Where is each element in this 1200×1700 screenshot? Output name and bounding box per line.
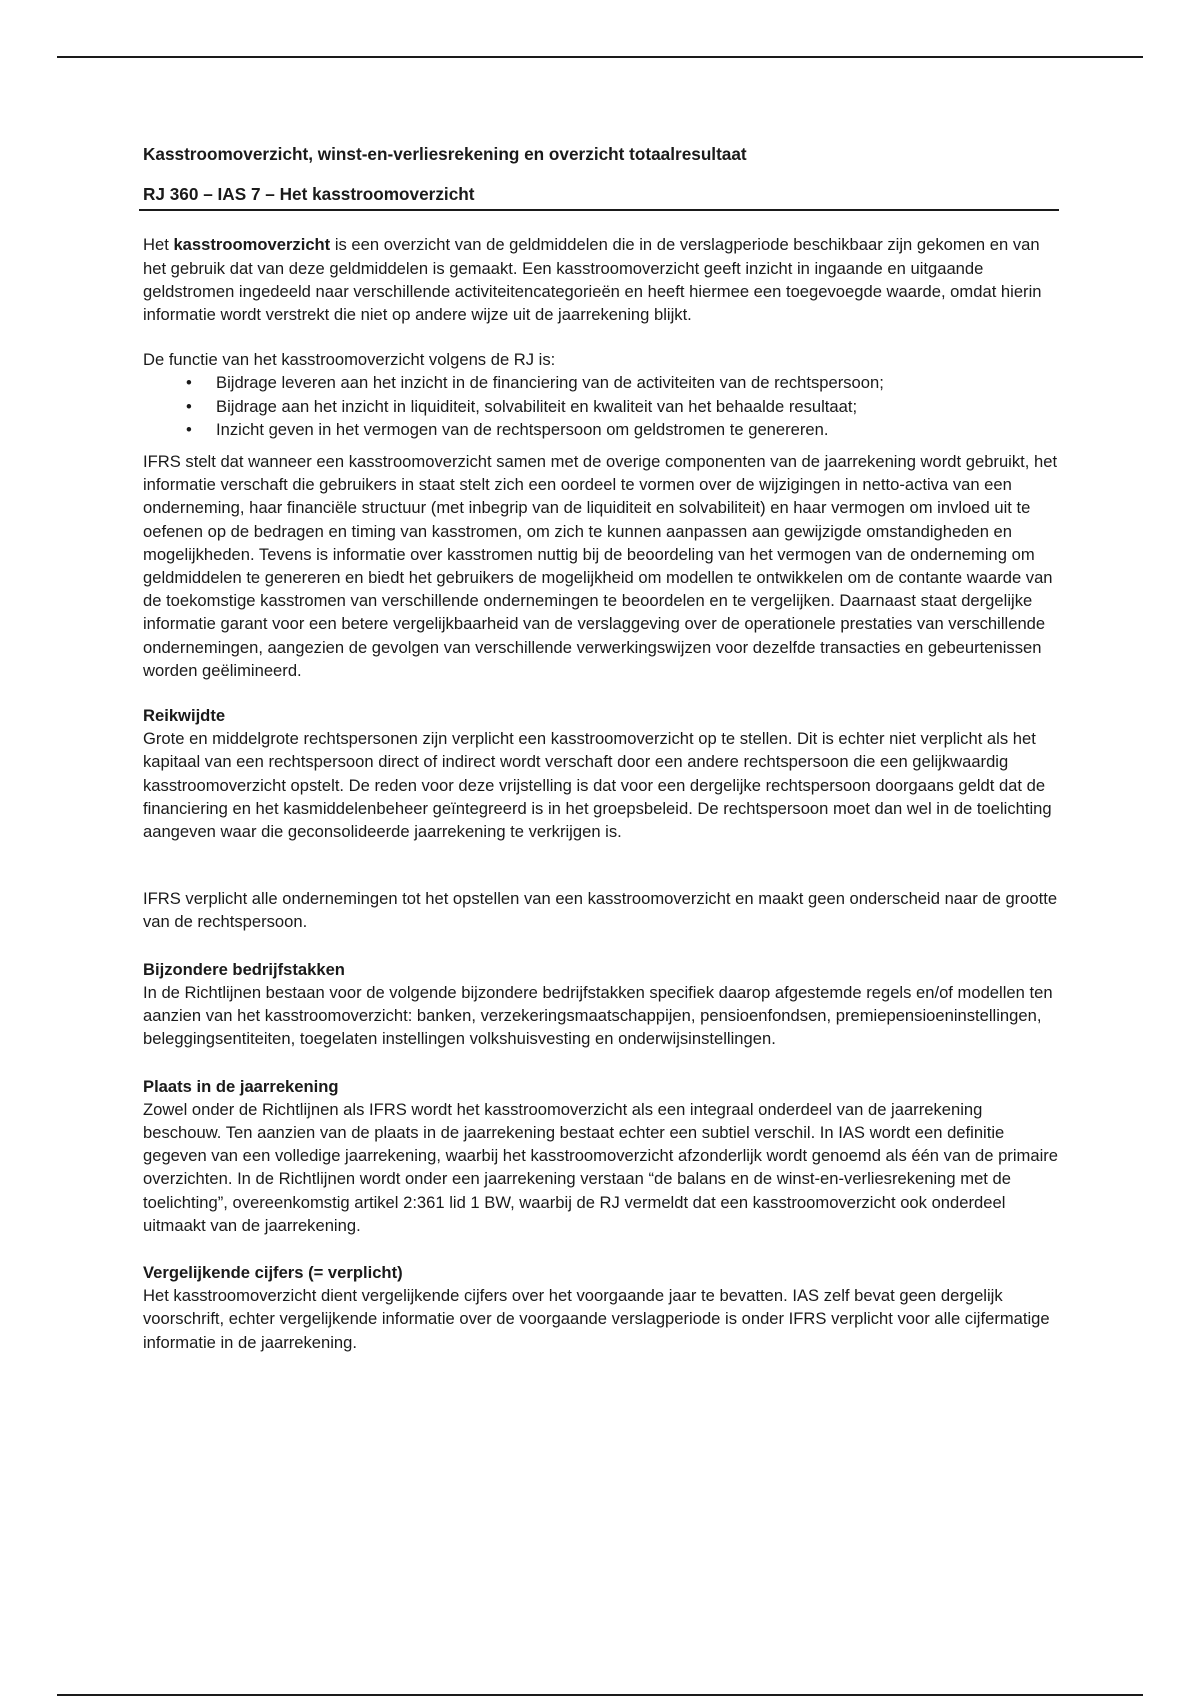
bullet-text: Inzicht geven in het vermogen van de rechtspersoon om geldstromen te genereren. (216, 419, 829, 439)
plaats-section (143, 1075, 1063, 1237)
reikwijdte-ifrs-text: IFRS verplicht alle ondernemingen tot het opstellen van een kasstroomoverzicht en maakt geen onderscheid naar de grootte van de rechtspersoon. (143, 889, 1058, 932)
bijzondere-heading: Bijzondere bedrijfstakken (143, 959, 345, 979)
bullet-icon: • (186, 419, 192, 439)
document-title: Kasstroomoverzicht, winst-en-verliesrekening en overzicht totaalresultaat (143, 144, 747, 164)
bullet-text: Bijdrage leveren aan het inzicht in de financiering van de activiteiten van de rechtspersoon; (216, 373, 884, 393)
plaats-heading: Plaats in de jaarrekening (143, 1076, 339, 1096)
intro-lead: Het (143, 235, 174, 255)
function-intro: De functie van het kasstroomoverzicht volgens de RJ is: (143, 350, 556, 370)
list-item (143, 418, 1063, 441)
bullet-icon: • (186, 396, 192, 416)
vergelijkende-section (143, 1261, 1063, 1354)
ifrs-paragraph: IFRS stelt dat wanneer een kasstroomoverzicht samen met de overige componenten van de jaarrekening wordt gebruikt, het informatie verschaft die gebruikers in staat stelt zich een oordeel te vormen over de wijzigingen in netto-activa van een onderneming, haar financiële structuur (met inbegrip van de liquiditeit en solvabiliteit) en haar vermogen om invloed uit te oefenen op de bedragen en timing van kasstromen, om zich te kunnen aanpassen aan gewijzigde omstandigheden en mogelijkheden. Tevens is informatie over kasstromen nuttig bij de beoordeling van het vermogen van de onderneming om geldmiddelen te genereren en biedt het gebruikers de mogelijkheid om modellen te ontwikkelen om de contante waarde van de toekomstige kasstromen van verschillende ondernemingen te beoordelen en te vergelijken. Daarnaast staat dergelijke informatie garant voor een betere vergelijkbaarheid van de verslaggeving over de operationele prestaties van verschillende ondernemingen, aangezien de gevolgen van verschillende verwerkingswijzen voor dezelfde transacties en gebeurtenissen worden geëlimineerd. (143, 452, 1058, 680)
vergelijkende-heading: Vergelijkende cijfers (= verplicht) (143, 1262, 403, 1282)
reikwijdte-text: Grote en middelgrote rechtspersonen zijn verplicht een kasstroomoverzicht op te stellen. Dit is echter niet verplicht als het kapitaal van een rechtspersoon direct of indirect wordt verschaft door een andere rechtspersoon die een gelijkwaardig kasstroomoverzicht opstelt. De reden voor deze vrijstelling is dat voor een dergelijke rechtspersoon doorgaans geldt dat de financiering en het kasmiddelenbeheer geïntegreerd is in het groepsbeleid. De rechtspersoon moet dan wel in de toelichting aangeven waar die geconsolideerde jaarrekening te verkrijgen is. (143, 729, 1052, 842)
bijzondere-text: In de Richtlijnen bestaan voor de volgende bijzondere bedrijfstakken specifiek daarop afgestemde regels en/of modellen ten aanzien van het kasstroomoverzicht: banken, verzekeringsmaatschappijen, pensioenfondsen, premiepensioeninstellingen, beleggingsentiteiten, toegelaten instellingen volkshuisvesting en onderwijsinstellingen. (143, 982, 1053, 1049)
intro-paragraph (143, 233, 1063, 326)
reikwijdte-section (143, 704, 1063, 843)
plaats-text: Zowel onder de Richtlijnen als IFRS wordt het kasstroomoverzicht als een integraal onderdeel van de jaarrekening beschouw. Ten aanzien van de plaats in de jaarrekening bestaat echter een subtiel verschil. In IAS wordt een definitie gegeven van een volledige jaarrekening, waarbij het kasstroomoverzicht afzonderlijk wordt genoemd als één van de primaire overzichten. In de Richtlijnen wordt onder een jaarrekening verstaan “de balans en de winst-en-verliesrekening met de toelichting”, overeenkomstig artikel 2:361 lid 1 BW, waarbij de RJ vermeldt dat een kasstroomoverzicht ook onderdeel uitmaakt van de jaarrekening. (143, 1099, 1059, 1235)
document-body (143, 143, 1063, 1354)
bullet-text: Bijdrage aan het inzicht in liquiditeit, solvabiliteit en kwaliteit van het behaalde resultaat; (216, 396, 858, 416)
vergelijkende-text: Het kasstroomoverzicht dient vergelijkende cijfers over het voorgaande jaar te bevatten. IAS zelf bevat geen dergelijk voorschrift, echter vergelijkende informatie over de voorgaande verslagperiode is onder IFRS verplicht voor alle cijfermatige informatie in de jaarrekening. (143, 1286, 1050, 1352)
list-item (143, 371, 1063, 394)
bijzondere-section (143, 958, 1063, 1051)
list-item (143, 395, 1063, 418)
intro-term: kasstroomoverzicht (173, 235, 331, 255)
page-top-rule (57, 56, 1143, 58)
bullet-icon: • (186, 373, 192, 393)
page-bottom-rule (57, 1694, 1143, 1696)
section-heading: RJ 360 – IAS 7 – Het kasstroomoverzicht (139, 183, 1059, 211)
function-bullet-list (143, 371, 1063, 441)
reikwijdte-heading: Reikwijdte (143, 706, 226, 726)
intro-rest: is een overzicht van de geldmiddelen die in de verslagperiode beschikbaar zijn gekomen en van het gebruik dat van deze geldmiddelen is gemaakt. Een kasstroomoverzicht geeft inzicht in ingaande en uitgaande geldstromen ingedeeld naar verschillende activiteitencategorieën en heeft hiermee een toegevoegde waarde, omdat hierin informatie wordt verstrekt die niet op andere wijze uit de jaarrekening blijkt. (143, 235, 1042, 325)
